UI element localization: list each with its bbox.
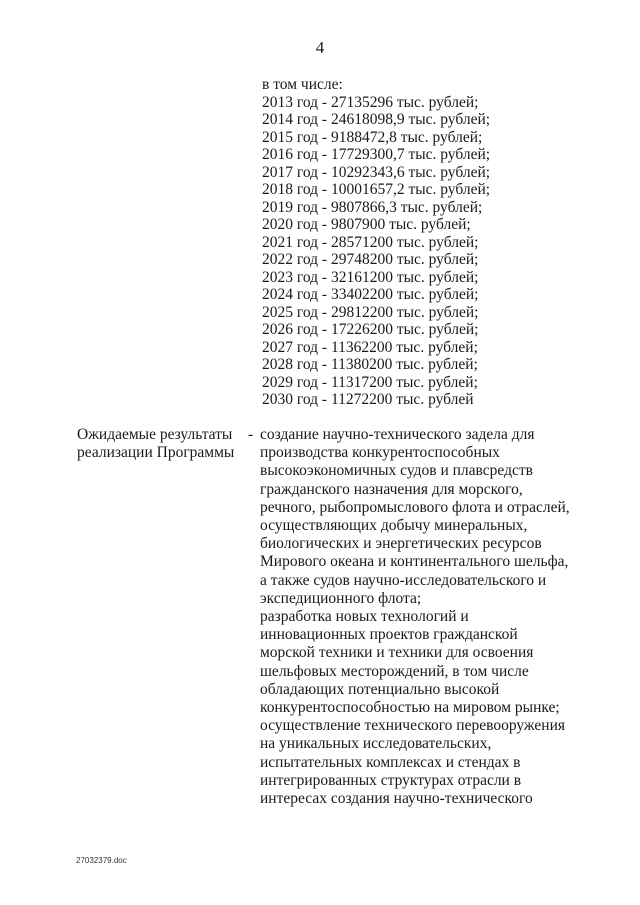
page-number: 4 bbox=[315, 38, 325, 57]
results-line: инновационных проектов гражданской bbox=[260, 626, 518, 644]
results-line: конкурентоспособностью на мировом рынке; bbox=[260, 699, 560, 717]
results-line: высокоэкономичных судов и плавсредств bbox=[260, 462, 533, 480]
results-line: разработка новых технологий и bbox=[260, 608, 469, 626]
funding-intro: в том числе: bbox=[262, 76, 343, 93]
results-line: экспедиционного флота; bbox=[260, 589, 422, 607]
results-line: а также судов научно-исследовательского и bbox=[260, 571, 547, 589]
funding-year-line: 2022 год - 29748200 тыс. рублей; bbox=[262, 251, 479, 268]
funding-year-line: 2021 год - 28571200 тыс. рублей; bbox=[262, 233, 479, 251]
funding-year-line: 2017 год - 10292343,6 тыс. рублей; bbox=[262, 163, 491, 181]
funding-year-line: 2014 год - 24618098,9 тыс. рублей; bbox=[262, 111, 491, 128]
funding-year-line: 2030 год - 11272200 тыс. рублей bbox=[262, 391, 474, 408]
funding-year-line: 2029 год - 11317200 тыс. рублей; bbox=[262, 373, 478, 391]
results-line: биологических и энергетических ресурсов bbox=[260, 535, 542, 553]
results-label-line: реализации Программы bbox=[77, 444, 235, 461]
results-line: гражданского назначения для морского, bbox=[260, 480, 523, 498]
results-line: осуществляющих добычу минеральных, bbox=[260, 517, 528, 535]
results-text bbox=[260, 426, 580, 808]
funding-year-line: 2025 год - 29812200 тыс. рублей; bbox=[262, 303, 479, 321]
results-line: создание научно-технического задела для bbox=[260, 426, 535, 443]
funding-year-line: 2019 год - 9807866,3 тыс. рублей; bbox=[262, 198, 483, 216]
funding-year-line: 2023 год - 32161200 тыс. рублей; bbox=[262, 268, 479, 286]
funding-year-line: 2018 год - 10001657,2 тыс. рублей; bbox=[262, 181, 491, 198]
results-line: обладающих потенциально высокой bbox=[260, 680, 500, 698]
results-line: производства конкурентоспособных bbox=[260, 444, 500, 462]
funding-year-line: 2015 год - 9188472,8 тыс. рублей; bbox=[262, 128, 483, 146]
funding-year-line: 2016 год - 17729300,7 тыс. рублей; bbox=[262, 146, 491, 163]
results-line: интересах создания научно-технического bbox=[260, 790, 533, 808]
results-line: испытательных комплексах и стендах в bbox=[260, 753, 521, 771]
document-filename: 27032379.doc bbox=[76, 856, 127, 865]
results-line: речного, рыбопромыслового флота и отраслей, bbox=[260, 498, 570, 516]
funding-by-year bbox=[262, 76, 490, 409]
funding-year-line: 2028 год - 11380200 тыс. рублей; bbox=[262, 356, 478, 373]
results-label bbox=[77, 426, 234, 462]
results-line: на уникальных исследовательских, bbox=[260, 735, 492, 753]
funding-year-line: 2026 год - 17226200 тыс. рублей; bbox=[262, 321, 479, 338]
results-line: шельфовых месторождений, в том числе bbox=[260, 662, 529, 680]
funding-year-line: 2020 год - 9807900 тыс. рублей; bbox=[262, 216, 471, 233]
funding-year-line: 2024 год - 33402200 тыс. рублей; bbox=[262, 286, 479, 303]
results-label-line: Ожидаемые результаты bbox=[77, 426, 233, 443]
results-line: интегрированных структурах отрасли в bbox=[260, 771, 522, 789]
funding-year-line: 2027 год - 11362200 тыс. рублей; bbox=[262, 338, 478, 356]
results-line: морской техники и техники для освоения bbox=[260, 644, 534, 662]
results-dash: - bbox=[248, 426, 254, 443]
results-line: осуществление технического перевооружения bbox=[260, 717, 566, 735]
funding-year-line: 2013 год - 27135296 тыс. рублей; bbox=[262, 93, 479, 111]
results-line: Мирового океана и континентального шельфа, bbox=[260, 553, 569, 571]
